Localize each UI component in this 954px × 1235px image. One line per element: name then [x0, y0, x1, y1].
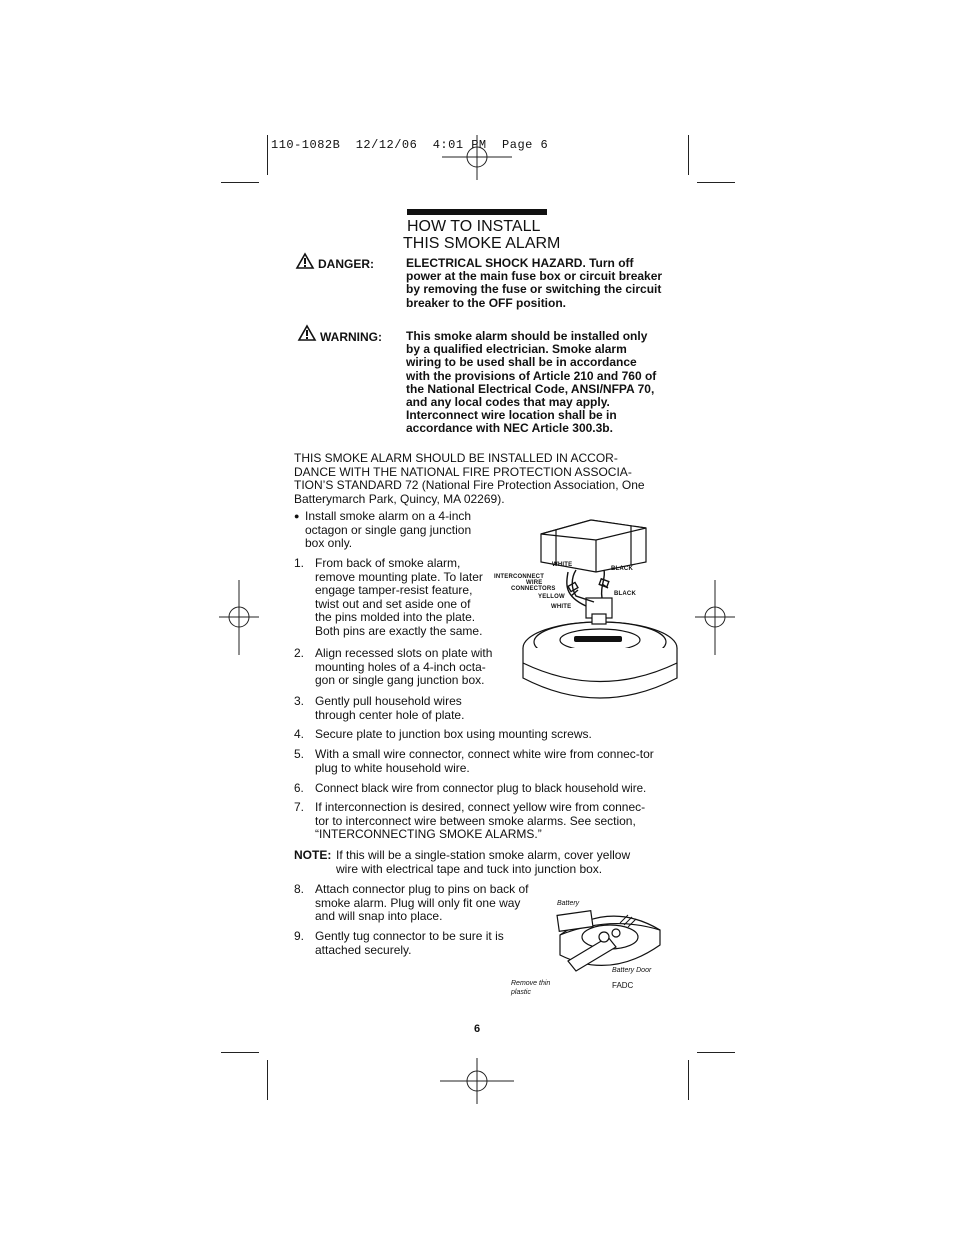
crop-mark	[267, 1060, 268, 1100]
step-8: 8. Attach connector plug to pins on back of smoke alarm. Plug will only fit one way and will snap into place.	[294, 882, 529, 924]
step-9: 9. Gently tug connector to be sure it is attached securely.	[294, 929, 504, 957]
warning-triangle-icon	[298, 325, 316, 341]
label-battery: Battery	[557, 900, 580, 907]
bullet-item	[294, 510, 484, 551]
print-slug: 110-1082B 12/12/06 4:01 PM Page 6	[271, 138, 549, 152]
junction-box-wiring-illustration	[516, 518, 676, 718]
label-plastic: plastic	[511, 989, 531, 996]
label-connectors: CONNECTORS	[511, 586, 556, 592]
crop-mark	[688, 135, 689, 175]
warning-triangle-icon	[296, 253, 314, 269]
title-line-2: THIS SMOKE ALARM	[403, 235, 561, 252]
step-6: 6. Connect black wire from connector plug to black household wire.	[294, 782, 647, 795]
label-white-top: WHITE	[552, 562, 573, 568]
label-wire: WIRE	[526, 580, 543, 586]
step-1: 1. From back of smoke alarm, remove mounting plate. To later engage tamper-resist feature, twist out and set aside one of the pins molded into the plate. Both pins are exactly the same.	[294, 556, 483, 638]
warning-label: WARNING:	[320, 330, 382, 344]
bullet-symbol: ●	[294, 511, 300, 521]
step-7: 7. If interconnection is desired, connect yellow wire from connec-tor to interconnect wire between smoke alarms. See section, “INTERCONNECTING SMOKE ALARMS.”	[294, 800, 646, 842]
label-black-right: BLACK	[614, 591, 636, 597]
danger-label: DANGER:	[318, 257, 374, 271]
page-title	[403, 218, 560, 252]
label-fadc: FADC	[612, 981, 634, 990]
label-interconnect: INTERCONNECT	[494, 574, 545, 580]
step-4: 4. Secure plate to junction box using mounting screws.	[294, 727, 592, 741]
battery-door-illustration	[550, 895, 670, 985]
label-remove-thin: Remove thin	[511, 980, 551, 987]
warning-text: This smoke alarm should be installed only by a qualified electrician. Smoke alarm wiring to be used shall be in accordance with the provisions of Article 210 and 760 of the National Electrical Code, ANSI/NFPA 70, and any local codes that may apply. Interconnect wire location shall be in accordance with NEC Article 300.3b.	[406, 329, 657, 436]
step-5: 5. With a small wire connector, connect white wire from connec-tor plug to white household wire.	[294, 747, 654, 775]
intro-paragraph: THIS SMOKE ALARM SHOULD BE INSTALLED IN ACCOR-DANCE WITH THE NATIONAL FIRE PROTECTION ASSOCIA-TION’S STANDARD 72 (National Fire Protection Association, One Batterymarch Park, Quincy, MA 02269).	[294, 451, 645, 506]
label-battery-door: Battery Door	[612, 967, 652, 974]
crop-mark	[267, 135, 268, 175]
danger-text: ELECTRICAL SHOCK HAZARD. Turn off power at the main fuse box or circuit breaker by removing the fuse or switching the circuit breaker to the OFF position.	[406, 256, 663, 310]
crop-mark	[221, 182, 259, 183]
title-rule	[407, 209, 547, 215]
bullet-text: Install smoke alarm on a 4-inch octagon or single gang junction box only.	[305, 509, 472, 551]
title-line-1: HOW TO INSTALL	[407, 218, 541, 235]
label-white-bottom: WHITE	[551, 604, 572, 610]
crop-mark	[688, 1060, 689, 1100]
page-number: 6	[474, 1023, 481, 1035]
crop-mark	[221, 1052, 259, 1053]
step-3: 3. Gently pull household wires through center hole of plate.	[294, 694, 465, 722]
crop-mark	[697, 1052, 735, 1053]
step-2: 2. Align recessed slots on plate with mounting holes of a 4-inch octa-gon or single gang junction box.	[294, 646, 493, 688]
label-yellow: YELLOW	[538, 594, 565, 600]
note-text: If this will be a single-station smoke alarm, cover yellow wire with electrical tape and tuck into junction box.	[336, 848, 631, 876]
note-block	[294, 849, 654, 876]
label-black-top: BLACK	[611, 566, 633, 572]
crop-mark	[697, 182, 735, 183]
note-label: NOTE:	[294, 848, 332, 862]
